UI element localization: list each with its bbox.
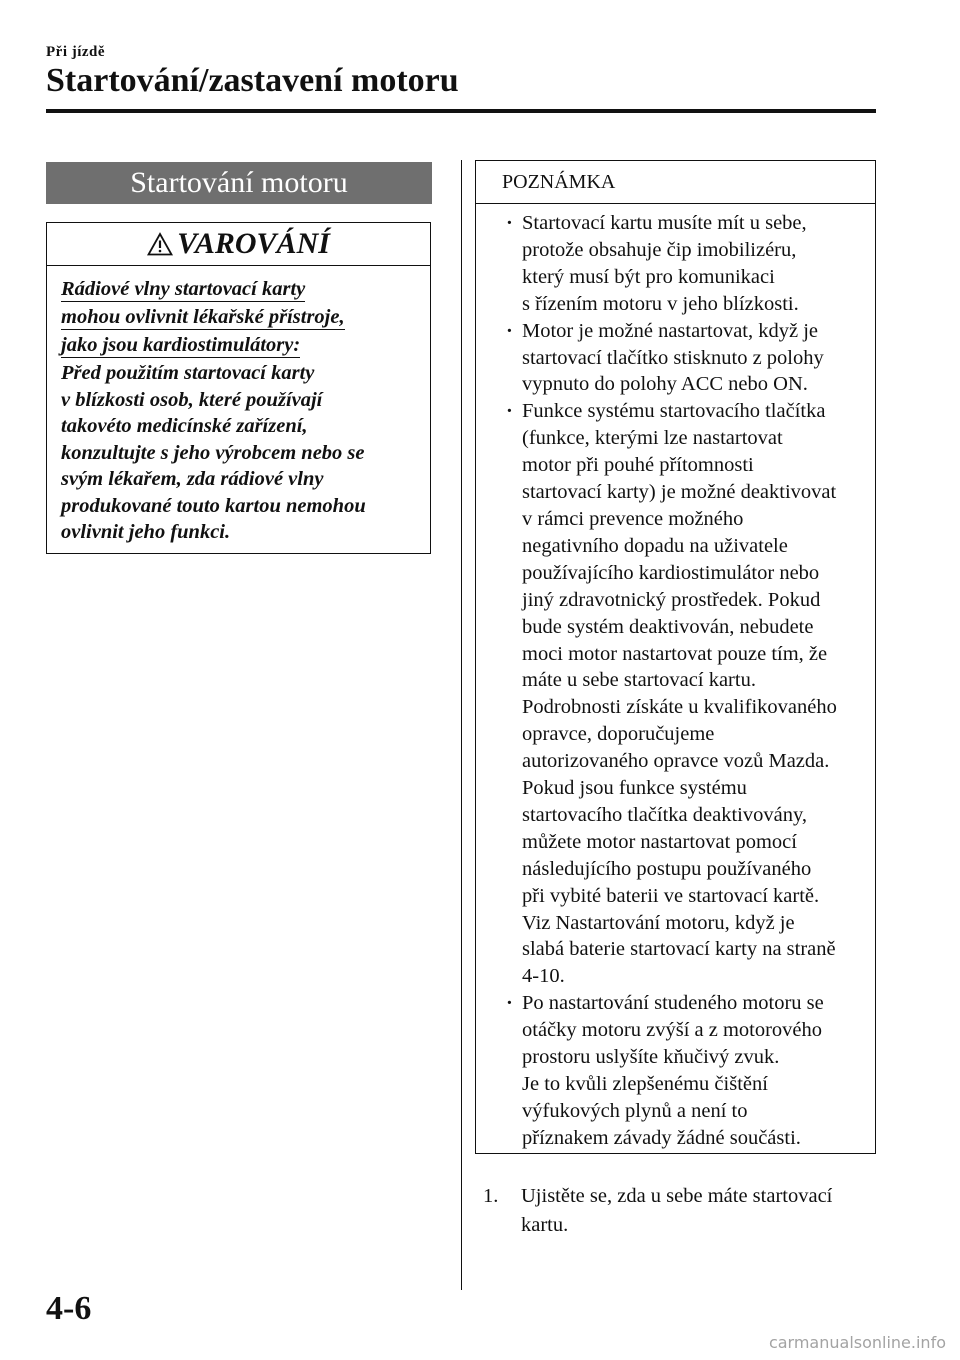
warning-heading-text: VAROVÁNÍ [177,227,330,260]
warning-line: ovlivnit jeho funkci. [61,521,231,543]
note-line: následujícího postupu používaného [522,857,812,880]
note-list [476,204,875,1152]
note-item [522,398,867,990]
note-line: Po nastartování studeného motoru se [522,992,824,1015]
watermark: carmanualsonline.info [768,1333,946,1352]
note-line: jiný zdravotnický prostředek. Pokud [522,588,821,611]
warning-triangle-icon [147,232,173,256]
warning-underlined-line: mohou ovlivnit lékařské přístroje, [61,306,345,328]
note-line: startovacího tlačítka deaktivovány, [522,803,807,826]
warning-underlined-line: Rádiové vlny startovací karty [61,278,306,300]
note-line: motor při pouhé přítomnosti [522,454,754,477]
warning-line: konzultujte s jeho výrobcem nebo se [61,441,365,464]
note-line: autorizovaného opravce vozů Mazda. [522,750,830,773]
note-line: Podrobnosti získáte u kvalifikovaného [522,696,837,719]
warning-line: takovéto medicínské zařízení, [61,415,308,437]
note-line: protože obsahuje čip imobilizéru, [522,238,797,261]
warning-body [47,266,430,546]
note-line: při vybité baterii ve startovací kartě. [522,884,820,907]
note-line: vypnuto do polohy ACC nebo ON. [522,373,808,396]
note-line: Viz Nastartování motoru, když je [522,911,795,934]
note-line: který musí být pro komunikaci [522,265,775,288]
section-title: Startování/zastavení motoru [46,62,459,99]
note-line: otáčky motoru zvýší a z motorového [522,1019,823,1042]
column-divider [461,160,462,1290]
note-line: Pokud jsou funkce systému [522,777,747,800]
note-line: 4-10. [522,965,565,988]
page-number: 4-6 [46,1290,92,1327]
header-rule [46,109,876,113]
note-line: bude systém deaktivován, nebudete [522,615,814,638]
step-line: Ujistěte se, zda u sebe máte startovací [521,1185,833,1207]
note-line: negativního dopadu na uživatele [522,534,788,557]
note-line: Funkce systému startovacího tlačítka [522,400,826,423]
note-item [522,210,867,318]
note-line: Motor je možné nastartovat, když je [522,319,819,342]
note-line: výfukových plynů a není to [522,1099,748,1122]
note-line: příznakem závady žádné součásti. [522,1126,801,1149]
warning-line: produkované touto kartou nemohou [61,494,366,517]
topic-title-bar: Startování motoru [46,162,432,204]
note-heading: POZNÁMKA [476,161,875,204]
step-line: kartu. [521,1214,569,1236]
note-line: Startovací kartu musíte mít u sebe, [522,212,807,234]
note-item [522,318,867,399]
note-line: opravce, doporučujeme [522,723,715,746]
note-line: s řízením motoru v jeho blízkosti. [522,292,799,315]
note-line: startovací karty) je možné deaktivovat [522,481,837,504]
warning-box [46,222,431,554]
note-line: slabá baterie startovací karty na straně [522,938,836,961]
note-line: máte u sebe startovací kartu. [522,669,756,692]
note-line: (funkce, kterými lze nastartovat [522,427,783,450]
note-line: v rámci prevence možného [522,507,744,530]
warning-line: svým lékařem, zda rádiové vlny [61,468,324,490]
note-line: moci motor nastartovat pouze tím, že [522,642,828,665]
note-line: Je to kvůli zlepšenému čištění [522,1073,768,1095]
chapter-label: Při jízdě [46,44,106,60]
warning-line: v blízkosti osob, které používají [61,388,323,411]
step-item [483,1182,875,1240]
note-item [522,990,867,1151]
step-text [521,1182,832,1240]
note-line: prostoru uslyšíte kňučivý zvuk. [522,1046,780,1069]
warning-underlined-line: jako jsou kardiostimulátory: [61,334,301,356]
note-box [475,160,876,1154]
warning-heading [47,223,430,266]
step-number: 1. [483,1185,499,1207]
note-line: startovací tlačítko stisknuto z polohy [522,346,824,369]
note-line: používajícího kardiostimulátor nebo [522,561,820,584]
note-line: můžete motor nastartovat pomocí [522,830,797,853]
warning-line: Před použitím startovací karty [61,362,315,384]
